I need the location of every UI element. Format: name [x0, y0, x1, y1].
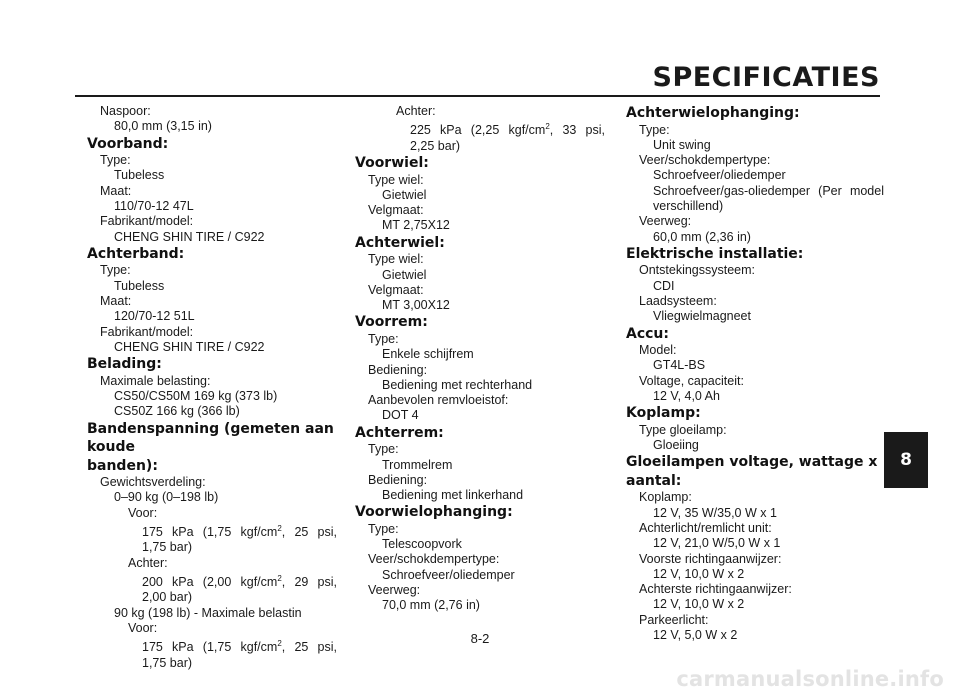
- spec-value-accu-model: GT4L-BS: [653, 358, 706, 373]
- spec-value-achterwiel-velgmaat: MT 3,00X12: [382, 298, 450, 313]
- spec-value-achterwielophanging-type: Unit swing: [653, 137, 711, 152]
- spec-value-gloei-achterlicht: 12 V, 21,0 W/5,0 W x 1: [653, 536, 781, 551]
- spec-label-voorrem-type: Type:: [368, 331, 399, 346]
- spec-label-gewichtsverdeling: Gewichtsverdeling:: [100, 475, 206, 490]
- spec-value-achterwielophanging-demper-3: verschillend): [653, 198, 724, 213]
- section-heading-achterwiel: Achterwiel:: [355, 234, 445, 251]
- section-heading-voorrem: Voorrem:: [355, 314, 428, 331]
- spec-column-3: [626, 104, 884, 643]
- section-heading-voorband: Voorband:: [87, 135, 169, 152]
- spec-value-remvloeistof: DOT 4: [382, 408, 419, 423]
- spec-label-voorband-type: Type:: [100, 153, 131, 168]
- spec-column-1: [87, 104, 337, 671]
- spec-value-gloei-achterste-richting: 12 V, 10,0 W x 2: [653, 597, 745, 612]
- spec-label-achterwiel-velgmaat: Velgmaat:: [368, 282, 424, 297]
- spec-value-voorband-type: Tubeless: [114, 168, 165, 183]
- spec-label-gloei-parkeerlicht: Parkeerlicht:: [639, 612, 709, 627]
- spec-label-gloeilamp-type: Type gloeilamp:: [639, 422, 727, 437]
- spec-label-achterrem-type: Type:: [368, 442, 399, 457]
- spec-value-gloei-parkeerlicht: 12 V, 5,0 W x 2: [653, 628, 738, 643]
- spec-label-achterband-type: Type:: [100, 263, 131, 278]
- spec-value-gloei-koplamp: 12 V, 35 W/35,0 W x 1: [653, 505, 777, 520]
- spec-value-ontstekingssysteem: CDI: [653, 278, 675, 293]
- section-heading-gloeilampen: Gloeilampen voltage, wattage x aantal:: [626, 454, 878, 489]
- page-number: 8-2: [470, 631, 490, 646]
- spec-label-achterband-maat: Maat:: [100, 293, 132, 308]
- spec-label-voorwiel-velgmaat: Velgmaat:: [368, 203, 424, 218]
- spec-value-naspoor: 80,0 mm (3,15 in): [114, 119, 212, 134]
- spec-value-voorwielophanging-veerweg: 70,0 mm (2,76 in): [382, 598, 480, 613]
- spec-label-voorwiel-type: Type wiel:: [368, 172, 424, 187]
- section-heading-achterwielophanging: Achterwielophanging:: [626, 105, 800, 121]
- section-heading-bandenspanning-cont: banden):: [87, 457, 158, 474]
- page-title: SPECIFICATIES: [652, 62, 880, 93]
- spec-label-range1-voor: Voor:: [128, 505, 158, 520]
- spec-value-achterwielophanging-demper-1: Schroefveer/oliedemper: [653, 168, 786, 183]
- spec-value-voorband-fabrikant: CHENG SHIN TIRE / C922: [114, 229, 265, 244]
- spec-value-range2-achter: 225 kPa (2,25 kgf/$cm^2$, 33 psi,: [410, 122, 605, 138]
- spec-label-gloei-achterste-richting: Achterste richtingaanwijzer:: [639, 582, 792, 597]
- spec-value-voorband-maat: 110/70-12 47L: [114, 198, 194, 213]
- section-heading-voorwielophanging: Voorwielophanging:: [355, 504, 513, 521]
- spec-label-voorband-maat: Maat:: [100, 183, 132, 198]
- spec-label-range2-voor: Voor:: [128, 621, 158, 636]
- section-heading-bandenspanning: Bandenspanning (gemeten aan koude: [87, 420, 334, 456]
- spec-label-achterwielophanging-demper: Veer/schokdempertype:: [639, 153, 771, 168]
- section-heading-elektrische-installatie: Elektrische installatie:: [626, 245, 804, 262]
- spec-value-range2-voor-bar: 1,75 bar): [142, 655, 193, 670]
- spec-value-range1-voor: 175 kPa (1,75 kgf/$cm^2$, 25 psi,: [142, 523, 337, 540]
- spec-value-voorrem-type: Enkele schijfrem: [382, 347, 474, 362]
- section-heading-achterrem: Achterrem:: [355, 424, 444, 441]
- spec-label-gloei-voorste-richting: Voorste richtingaanwijzer:: [639, 551, 782, 566]
- section-heading-belading: Belading:: [87, 356, 162, 373]
- spec-label-achterband-fabrikant: Fabrikant/model:: [100, 324, 194, 339]
- spec-value-achterwiel-type: Gietwiel: [382, 267, 427, 282]
- spec-value-range1-voor-bar: 1,75 bar): [142, 540, 193, 555]
- spec-range-light: 0–90 kg (0–198 lb): [114, 490, 219, 505]
- spec-label-naspoor: Naspoor:: [100, 104, 151, 118]
- chapter-tab: 8: [884, 432, 928, 488]
- watermark: carmanualsonline.info: [676, 667, 944, 691]
- spec-value-range1-achter-bar: 2,00 bar): [142, 590, 193, 605]
- spec-label-ontstekingssysteem: Ontstekingssysteem:: [639, 263, 756, 278]
- spec-value-achterband-maat: 120/70-12 51L: [114, 309, 195, 324]
- spec-value-achterwielophanging-veerweg: 60,0 mm (2,36 in): [653, 229, 751, 244]
- spec-value-belasting-cs50: CS50/CS50M 169 kg (373 lb): [114, 388, 278, 403]
- spec-label-accu-model: Model:: [639, 343, 677, 358]
- spec-range-heavy: 90 kg (198 lb) - Maximale belastin: [114, 605, 302, 620]
- spec-label-gloei-achterlicht: Achterlicht/remlicht unit:: [639, 520, 772, 535]
- section-heading-koplamp: Koplamp:: [626, 405, 701, 422]
- spec-value-achterrem-bediening: Bediening met linkerhand: [382, 488, 524, 503]
- spec-value-voorwiel-type: Gietwiel: [382, 187, 427, 202]
- spec-label-accu-voltage: Voltage, capaciteit:: [639, 373, 744, 388]
- spec-value-range1-achter: 200 kPa (2,00 kgf/$cm^2$, 29 psi,: [142, 573, 337, 590]
- spec-label-voorwielophanging-type: Type:: [368, 521, 399, 536]
- section-heading-voorwiel: Voorwiel:: [355, 155, 429, 172]
- spec-label-voorwielophanging-demper: Veer/schokdempertype:: [368, 552, 500, 567]
- spec-label-remvloeistof: Aanbevolen remvloeistof:: [368, 393, 509, 408]
- spec-value-voorwiel-velgmaat: MT 2,75X12: [382, 218, 450, 233]
- spec-label-achterrem-bediening: Bediening:: [368, 472, 428, 487]
- section-heading-accu: Accu:: [626, 325, 669, 342]
- spec-label-laadsysteem: Laadsysteem:: [639, 293, 717, 308]
- spec-value-achterband-fabrikant: CHENG SHIN TIRE / C922: [114, 339, 265, 354]
- spec-value-achterwielophanging-demper-2: Schroefveer/gas-oliedemper (Per model: [653, 183, 884, 198]
- spec-label-gloei-koplamp: Koplamp:: [639, 490, 692, 505]
- spec-label-voorband-fabrikant: Fabrikant/model:: [100, 214, 194, 229]
- spec-value-range2-achter-bar: 2,25 bar): [410, 138, 461, 153]
- spec-value-voorwielophanging-type: Telescoopvork: [382, 537, 462, 552]
- spec-label-achterwiel-type: Type wiel:: [368, 252, 424, 267]
- spec-label-range1-achter: Achter:: [128, 555, 168, 570]
- spec-value-voorwielophanging-demper: Schroefveer/oliedemper: [382, 567, 515, 582]
- spec-value-belasting-cs50z: CS50Z 166 kg (366 lb): [114, 404, 240, 419]
- spec-value-gloeilamp-type: Gloeiing: [653, 438, 699, 453]
- spec-value-laadsysteem: Vliegwielmagneet: [653, 309, 751, 324]
- spec-label-maximale-belasting: Maximale belasting:: [100, 373, 211, 388]
- spec-value-accu-voltage: 12 V, 4,0 Ah: [653, 388, 720, 403]
- spec-value-range2-voor: 175 kPa (1,75 kgf/$cm^2$, 25 psi,: [142, 639, 337, 655]
- header-divider: [75, 95, 880, 97]
- spec-value-voorrem-bediening: Bediening met rechterhand: [382, 377, 533, 392]
- spec-label-range2-achter: Achter:: [396, 104, 436, 118]
- spec-column-2: [355, 104, 605, 614]
- spec-label-voorrem-bediening: Bediening:: [368, 362, 428, 377]
- spec-value-achterband-type: Tubeless: [114, 278, 165, 293]
- spec-label-achterwielophanging-veerweg: Veerweg:: [639, 214, 692, 229]
- spec-value-gloei-voorste-richting: 12 V, 10,0 W x 2: [653, 566, 745, 581]
- spec-label-voorwielophanging-veerweg: Veerweg:: [368, 583, 421, 598]
- spec-value-achterrem-type: Trommelrem: [382, 457, 453, 472]
- spec-label-achterwielophanging-type: Type:: [639, 122, 670, 137]
- section-heading-achterband: Achterband:: [87, 245, 185, 262]
